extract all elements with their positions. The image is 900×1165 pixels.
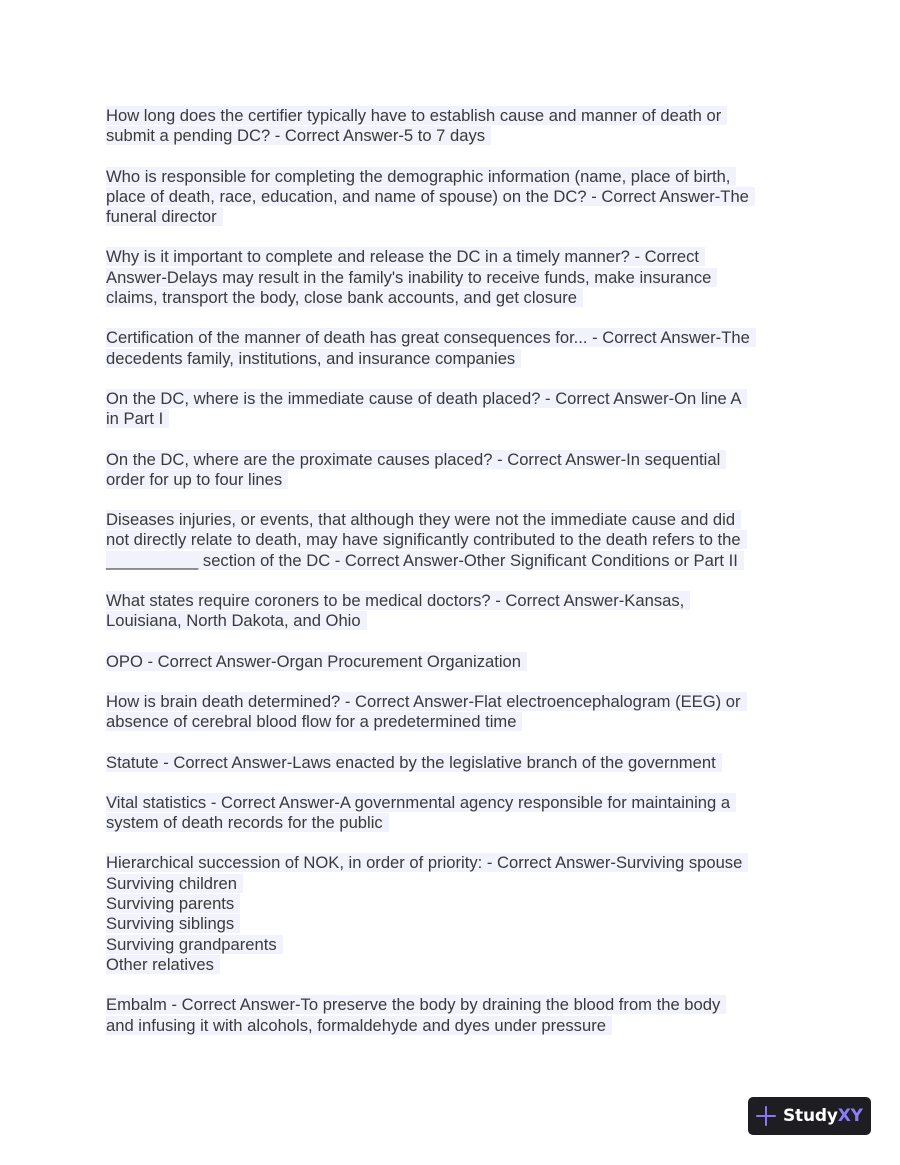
qa-line: Surviving parents xyxy=(106,894,240,913)
brand-primary: Study xyxy=(783,1106,838,1126)
qa-line: Surviving grandparents xyxy=(106,935,283,954)
brand-accent: XY xyxy=(837,1106,863,1126)
qa-entry-1 xyxy=(106,106,806,147)
qa-line: On the DC, where is the immediate cause of death placed? - Correct Answer-On line A xyxy=(106,389,747,408)
qa-entry-3 xyxy=(106,247,806,308)
brand-logo xyxy=(783,1106,863,1126)
qa-entry-8 xyxy=(106,591,806,632)
qa-line: How long does the certifier typically have to establish cause and manner of death or xyxy=(106,106,727,125)
qa-line: not directly relate to death, may have significantly contributed to the death refers to the xyxy=(106,530,747,549)
qa-entry-6 xyxy=(106,450,806,491)
qa-entry-13 xyxy=(106,853,806,975)
qa-line: Statute - Correct Answer-Laws enacted by the legislative branch of the government xyxy=(106,753,722,772)
qa-entry-4 xyxy=(106,328,806,369)
qa-line: Embalm - Correct Answer-To preserve the body by draining the blood from the body xyxy=(106,995,726,1014)
qa-entry-11 xyxy=(106,753,806,773)
qa-line: __________ section of the DC - Correct Answer-Other Significant Conditions or Part II xyxy=(106,551,744,570)
qa-line: Why is it important to complete and release the DC in a timely manner? - Correct xyxy=(106,247,705,266)
qa-entry-12 xyxy=(106,793,806,834)
qa-line: What states require coroners to be medical doctors? - Correct Answer-Kansas, xyxy=(106,591,690,610)
qa-entry-10 xyxy=(106,692,806,733)
qa-line: place of death, race, education, and name of spouse) on the DC? - Correct Answer-The xyxy=(106,187,755,206)
qa-entry-2 xyxy=(106,167,806,228)
qa-list xyxy=(106,106,806,1056)
qa-line: Other relatives xyxy=(106,955,220,974)
qa-line: in Part I xyxy=(106,409,169,428)
qa-line: OPO - Correct Answer-Organ Procurement Organization xyxy=(106,652,527,671)
qa-line: funeral director xyxy=(106,207,223,226)
qa-line: claims, transport the body, close bank accounts, and get closure xyxy=(106,288,583,307)
qa-line: submit a pending DC? - Correct Answer-5 to 7 days xyxy=(106,126,491,145)
qa-line: Hierarchical succession of NOK, in order of priority: - Correct Answer-Surviving spouse xyxy=(106,853,748,872)
qa-line: How is brain death determined? - Correct Answer-Flat electroencephalogram (EEG) or xyxy=(106,692,747,711)
qa-line: Surviving children xyxy=(106,874,243,893)
qa-line: Who is responsible for completing the demographic information (name, place of birth, xyxy=(106,167,736,186)
qa-line: Answer-Delays may result in the family's inability to receive funds, make insurance xyxy=(106,268,717,287)
qa-line: Louisiana, North Dakota, and Ohio xyxy=(106,611,367,630)
plus-icon xyxy=(756,1106,776,1126)
qa-entry-14 xyxy=(106,995,806,1036)
qa-line: absence of cerebral blood flow for a predetermined time xyxy=(106,712,522,731)
qa-line: Certification of the manner of death has great consequences for... - Correct Answer-The xyxy=(106,328,756,347)
qa-entry-9 xyxy=(106,652,806,672)
qa-line: order for up to four lines xyxy=(106,470,288,489)
qa-line: Surviving siblings xyxy=(106,914,240,933)
qa-line: Vital statistics - Correct Answer-A governmental agency responsible for maintaining a xyxy=(106,793,736,812)
qa-entry-7 xyxy=(106,510,806,571)
qa-line: system of death records for the public xyxy=(106,813,389,832)
studyxy-badge[interactable] xyxy=(748,1097,871,1135)
qa-line: On the DC, where are the proximate causes placed? - Correct Answer-In sequential xyxy=(106,450,726,469)
qa-line: and infusing it with alcohols, formaldehyde and dyes under pressure xyxy=(106,1016,612,1035)
qa-line: decedents family, institutions, and insurance companies xyxy=(106,349,521,368)
qa-line: Diseases injuries, or events, that although they were not the immediate cause and did xyxy=(106,510,741,529)
qa-entry-5 xyxy=(106,389,806,430)
